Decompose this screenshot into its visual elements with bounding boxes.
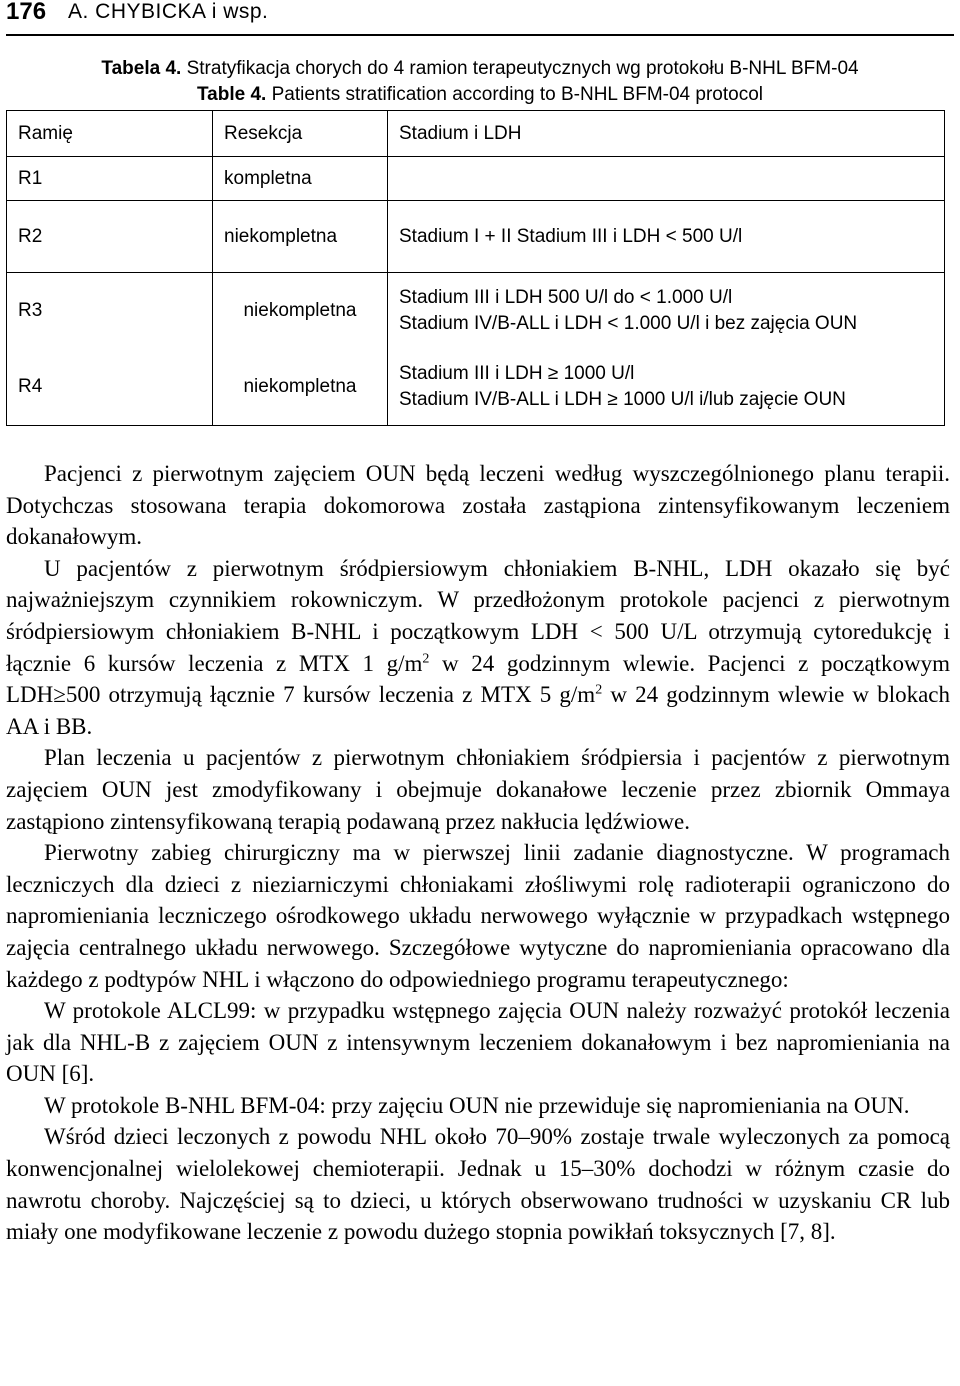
paragraph: Pierwotny zabieg chirurgiczny ma w pierwszej linii zadanie diagnostyczne. W programach leczniczych dla dzieci z nieziarniczymi chłoniakami złośliwymi rolę radioterapii ograniczono do napromieniania leczniczego ośrodkowego układu nerwowego wyłącznie w przypadkach wstępnego zajęcia centralnego układu nerwowego. Szczegółowe wytyczne do napromieniania opracowano dla każdego z podtypów NHL i włączono do odpowiedniego programu terapeutycznego:: [6, 840, 950, 992]
cell-resection: niekompletna: [213, 201, 388, 273]
stratification-table: [6, 110, 945, 426]
cell-stage: [388, 273, 945, 350]
page-header: [0, 0, 960, 34]
paragraph: W protokole ALCL99: w przypadku wstępnego zajęcia OUN należy rozważyć protokół leczenia jak dla NHL-B z zajęciem OUN z intensywnym leczeniem dokanałowym i bez napromieniania na OUN [6].: [6, 998, 950, 1087]
paragraph-part: w 24 godzinnym wlewie. Pacjenci z początkowym LDH≥500 otrzymują łącznie 7 kursów leczenia z MTX 5 g/m: [6, 650, 950, 708]
stage-line: Stadium IV/B-ALL i LDH ≥ 1000 U/l i/lub zajęcie OUN: [399, 389, 846, 410]
header-rule: [6, 34, 954, 36]
running-head: A. CHYBICKA i wsp.: [68, 0, 269, 23]
cell-stage: [388, 157, 945, 201]
page-number: 176: [6, 0, 47, 25]
table-row: [7, 349, 945, 426]
superscript: 2: [422, 650, 430, 666]
stage-line: Stadium IV/B-ALL i LDH < 1.000 U/l i bez zajęcia OUN: [399, 313, 858, 334]
stage-line: Stadium III i LDH 500 U/l do < 1.000 U/l: [399, 287, 733, 308]
table-caption-en: [0, 84, 960, 106]
header-cell-resection: Resekcja: [213, 111, 388, 157]
superscript: 2: [595, 682, 603, 698]
cell-resection: niekompletna: [213, 273, 388, 350]
body-text: [6, 458, 950, 1248]
paragraph: W protokole B-NHL BFM-04: przy zajęciu OUN nie przewiduje się napromieniania na OUN.: [44, 1092, 910, 1118]
paragraph: Pacjenci z pierwotnym zajęciem OUN będą leczeni według wyszczególnionego planu terapii. Dotychczas stosowana terapia dokomorowa została zastąpiona zintensyfikowanym leczeniem dokanałowym.: [6, 461, 950, 550]
cell-stage: [388, 349, 945, 426]
paragraph: Plan leczenia u pacjentów z pierwotnym chłoniakiem śródpiersia i pacjentów z pierwotnym zajęciem OUN jest zmodyfikowany i obejmuje dokanałowe leczenie przez zbiornik Ommaya zastąpiono zintensyfikowaną terapią podawaną przez nakłucia lędźwiowe.: [6, 745, 950, 834]
cell-resection: kompletna: [213, 157, 388, 201]
header-cell-arm: Ramię: [7, 111, 213, 157]
table-row: [7, 273, 945, 350]
paragraph: Wśród dzieci leczonych z powodu NHL około 70–90% zostaje trwale wyleczonych za pomocą konwencjonalnej wielolekowej chemioterapii. Jednak u 15–30% dochodzi w różnym czasie do nawrotu choroby. Najczęściej są to dzieci, u których obserwowano trudności w uzyskaniu CR lub miały one modyfikowane leczenie z powodu dużego stopnia powikłań toksycznych [7, 8].: [6, 1124, 950, 1245]
cell-stage: Stadium I + II Stadium III i LDH < 500 U/l: [388, 201, 945, 273]
table-caption-pl-label: Tabela 4.: [101, 58, 182, 79]
cell-resection: niekompletna: [213, 349, 388, 426]
paragraph-part: w 24 godzinnym wlewie w blokach AA i BB.: [6, 682, 950, 739]
cell-arm: R3: [7, 273, 213, 350]
cell-arm: R4: [7, 349, 213, 426]
stage-line: Stadium III i LDH ≥ 1000 U/l: [399, 363, 635, 384]
cell-arm: R2: [7, 201, 213, 273]
paragraph: [6, 553, 950, 743]
table-caption-pl-text: Stratyfikacja chorych do 4 ramion terapeutycznych wg protokołu B-NHL BFM-04: [186, 58, 859, 79]
table-row: [7, 201, 945, 273]
table-row: [7, 157, 945, 201]
paragraph-part: U pacjentów z pierwotnym śródpiersiowym chłoniakiem B-NHL, LDH okazało się być najważniejszym czynnikiem rokowniczym. W przedłożonym protokole pacjenci z pierwotnym śródpiersiowym chłoniakiem B-NHL i początkowym LDH < 500 U/L otrzymują cytoredukcję i łącznie 6 kursów leczenia z MTX 1 g/m: [6, 555, 950, 676]
header-cell-stage: Stadium i LDH: [388, 111, 945, 157]
table-caption-pl: [0, 58, 960, 80]
table-caption-en-label: Table 4.: [196, 84, 267, 105]
table-header-row: [7, 111, 945, 157]
cell-arm: R1: [7, 157, 213, 201]
table-caption-en-text: Patients stratification according to B-NHL BFM-04 protocol: [271, 84, 764, 105]
